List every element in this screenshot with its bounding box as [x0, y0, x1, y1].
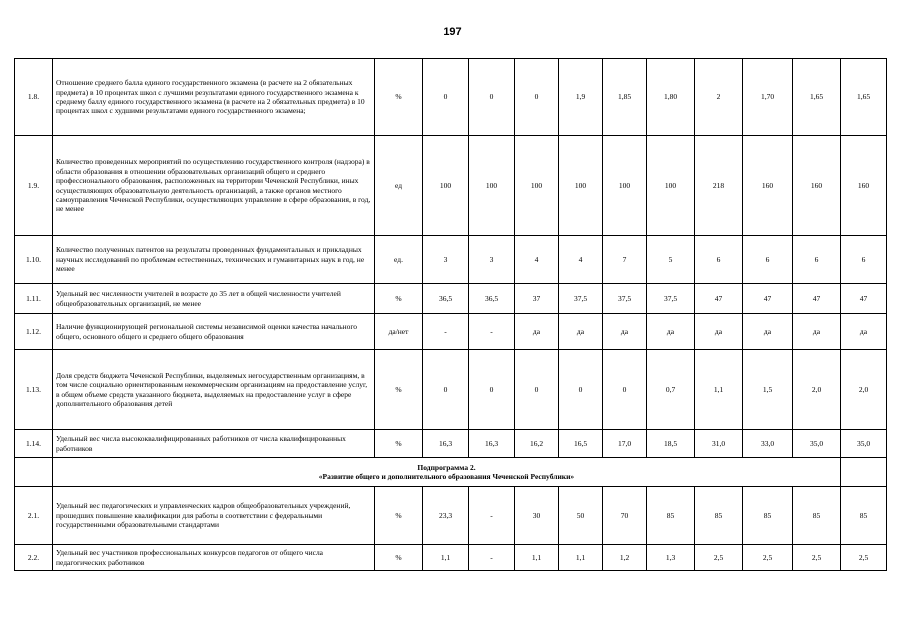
value-cell: да [841, 314, 887, 350]
value-cell: 2,5 [743, 545, 793, 571]
value-cell: 160 [743, 136, 793, 236]
value-cell: 2,5 [841, 545, 887, 571]
row-number-cell: 1.12. [15, 314, 53, 350]
value-cell: 0 [515, 59, 559, 136]
value-cell: 2,0 [793, 350, 841, 430]
value-cell: 0,7 [647, 350, 695, 430]
table-row [15, 487, 887, 545]
indicator-description-cell: Удельный вес участников профессиональных конкурсов педагогов от общего числа педагогических работников [53, 545, 375, 571]
value-cell: 2 [695, 59, 743, 136]
value-cell: 100 [647, 136, 695, 236]
value-cell: 18,5 [647, 430, 695, 458]
value-cell: 1,2 [603, 545, 647, 571]
row-number-cell: 1.14. [15, 430, 53, 458]
value-cell: 36,5 [469, 284, 515, 314]
row-number-cell: 1.8. [15, 59, 53, 136]
indicators-table [14, 58, 887, 571]
value-cell: 1,1 [695, 350, 743, 430]
empty-cell [15, 458, 53, 487]
value-cell: 47 [793, 284, 841, 314]
value-cell: да [695, 314, 743, 350]
indicator-description-cell: Наличие функционирующей региональной системы независимой оценки качества начального общего, основного общего и среднего общего образования [53, 314, 375, 350]
table-row [15, 284, 887, 314]
unit-cell: % [375, 545, 423, 571]
value-cell: 1,80 [647, 59, 695, 136]
unit-cell: % [375, 350, 423, 430]
value-cell: 0 [469, 59, 515, 136]
value-cell: 85 [841, 487, 887, 545]
indicator-description-cell: Количество проведенных мероприятий по осуществлению государственного контроля (надзора) в области образования в отношении образовательных организаций общего и среднего профессионального образования, расположенных на территории Чеченской Республики, иных осуществляющих образовательную деятельность организаций, а также органов местного самоуправления Чеченской Республики, осуществляющих управление в сфере образования, в год, не менее [53, 136, 375, 236]
value-cell: 6 [743, 236, 793, 284]
unit-cell: % [375, 487, 423, 545]
value-cell: 6 [841, 236, 887, 284]
value-cell: да [647, 314, 695, 350]
row-number-cell: 1.11. [15, 284, 53, 314]
table-row [15, 136, 887, 236]
value-cell: 1,1 [559, 545, 603, 571]
value-cell: 85 [793, 487, 841, 545]
value-cell: 1,1 [423, 545, 469, 571]
value-cell: 0 [515, 350, 559, 430]
empty-cell [841, 458, 887, 487]
value-cell: - [469, 487, 515, 545]
value-cell: 100 [559, 136, 603, 236]
value-cell: 218 [695, 136, 743, 236]
table-row [15, 350, 887, 430]
indicator-description-cell: Отношение среднего балла единого государственного экзамена (в расчете на 2 обязательных предмета) в 10 процентах школ с лучшими результатами единого государственного экзамена к среднему баллу единого государственного экзамена (в расчете на 2 обязательных предмета) в 10 процентах школ с худшими результатами единого государственного экзамена; [53, 59, 375, 136]
value-cell: 37,5 [647, 284, 695, 314]
unit-cell: % [375, 430, 423, 458]
value-cell: да [515, 314, 559, 350]
value-cell: 31,0 [695, 430, 743, 458]
value-cell: - [469, 314, 515, 350]
table-row [15, 236, 887, 284]
value-cell: - [469, 545, 515, 571]
value-cell: 4 [559, 236, 603, 284]
page-number: 197 [443, 26, 462, 38]
indicator-description-cell: Доля средств бюджета Чеченской Республики, выделяемых негосударственным организациям, в том числе социально ориентированным некоммерческим организациям на предоставление услуг, в общем объеме средств указанного бюджета, выделяемых на предоставление услуг в сфере дополнительного образования детей [53, 350, 375, 430]
value-cell: 50 [559, 487, 603, 545]
value-cell: 16,3 [423, 430, 469, 458]
value-cell: 1,85 [603, 59, 647, 136]
value-cell: 23,3 [423, 487, 469, 545]
value-cell: 35,0 [793, 430, 841, 458]
value-cell: 30 [515, 487, 559, 545]
value-cell: 6 [793, 236, 841, 284]
value-cell: да [603, 314, 647, 350]
value-cell: 1,3 [647, 545, 695, 571]
value-cell: 1,70 [743, 59, 793, 136]
subprogram-title-cell [53, 458, 841, 487]
value-cell: 1,5 [743, 350, 793, 430]
value-cell: 17,0 [603, 430, 647, 458]
table-row [15, 314, 887, 350]
value-cell: 3 [423, 236, 469, 284]
value-cell: 0 [603, 350, 647, 430]
subprogram-header-row [15, 458, 887, 487]
value-cell: 2,5 [695, 545, 743, 571]
indicator-description-cell: Количество полученных патентов на результаты проведенных фундаментальных и прикладных научных исследований по проблемам естественных, технических и гуманитарных наук в год, не менее [53, 236, 375, 284]
table-row [15, 59, 887, 136]
subprogram-name: «Развитие общего и дополнительного образования Чеченской Республики» [318, 472, 575, 481]
value-cell: 85 [647, 487, 695, 545]
value-cell: 47 [695, 284, 743, 314]
value-cell: 85 [695, 487, 743, 545]
value-cell: - [423, 314, 469, 350]
value-cell: 16,3 [469, 430, 515, 458]
value-cell: 37,5 [603, 284, 647, 314]
indicator-description-cell: Удельный вес численности учителей в возрасте до 35 лет в общей численности учителей общеобразовательных организаций, не менее [53, 284, 375, 314]
value-cell: 160 [841, 136, 887, 236]
value-cell: 6 [695, 236, 743, 284]
unit-cell: ед [375, 136, 423, 236]
value-cell: 0 [423, 350, 469, 430]
indicator-description-cell: Удельный вес числа высококвалифицированных работников от числа квалифицированных работников [53, 430, 375, 458]
value-cell: 1,65 [793, 59, 841, 136]
value-cell: 33,0 [743, 430, 793, 458]
row-number-cell: 2.1. [15, 487, 53, 545]
row-number-cell: 1.9. [15, 136, 53, 236]
value-cell: 160 [793, 136, 841, 236]
value-cell: 0 [423, 59, 469, 136]
value-cell: 7 [603, 236, 647, 284]
value-cell: 100 [423, 136, 469, 236]
value-cell: да [793, 314, 841, 350]
unit-cell: % [375, 284, 423, 314]
value-cell: 37,5 [559, 284, 603, 314]
row-number-cell: 1.10. [15, 236, 53, 284]
value-cell: 36,5 [423, 284, 469, 314]
value-cell: 37 [515, 284, 559, 314]
value-cell: 16,5 [559, 430, 603, 458]
value-cell: 35,0 [841, 430, 887, 458]
value-cell: 47 [743, 284, 793, 314]
value-cell: 100 [469, 136, 515, 236]
value-cell: 3 [469, 236, 515, 284]
value-cell: 0 [469, 350, 515, 430]
unit-cell: % [375, 59, 423, 136]
value-cell: 1,1 [515, 545, 559, 571]
row-number-cell: 2.2. [15, 545, 53, 571]
value-cell: 2,0 [841, 350, 887, 430]
value-cell: 70 [603, 487, 647, 545]
table-row [15, 545, 887, 571]
value-cell: 100 [603, 136, 647, 236]
value-cell: 1,65 [841, 59, 887, 136]
value-cell: 85 [743, 487, 793, 545]
subprogram-title: Подпрограмма 2. [417, 462, 476, 472]
value-cell: 5 [647, 236, 695, 284]
unit-cell: ед. [375, 236, 423, 284]
value-cell: 2,5 [793, 545, 841, 571]
value-cell: 47 [841, 284, 887, 314]
value-cell: да [559, 314, 603, 350]
value-cell: 1,9 [559, 59, 603, 136]
value-cell: да [743, 314, 793, 350]
value-cell: 0 [559, 350, 603, 430]
unit-cell: да/нет [375, 314, 423, 350]
value-cell: 4 [515, 236, 559, 284]
value-cell: 16,2 [515, 430, 559, 458]
row-number-cell: 1.13. [15, 350, 53, 430]
indicator-description-cell: Удельный вес педагогических и управленческих кадров общеобразовательных учреждений, прошедших повышение квалификации для работы в соответствии с федеральными государственными образовательными стандартами [53, 487, 375, 545]
table-row [15, 430, 887, 458]
value-cell: 100 [515, 136, 559, 236]
